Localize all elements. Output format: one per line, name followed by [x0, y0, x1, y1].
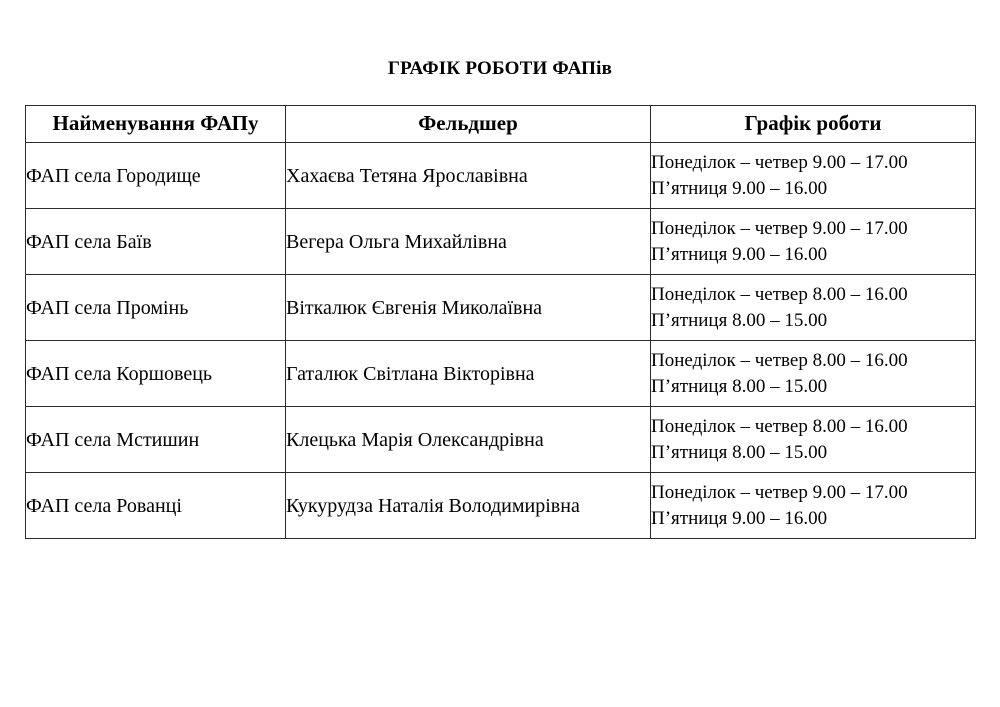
- schedule-weekdays: Понеділок – четвер 8.00 – 16.00: [651, 284, 908, 306]
- table-row: [26, 473, 976, 539]
- schedule-weekdays: Понеділок – четвер 9.00 – 17.00: [651, 152, 908, 174]
- cell-schedule: [651, 341, 976, 407]
- table-header-row: [26, 106, 976, 143]
- table-row: [26, 407, 976, 473]
- cell-medic-name: Віткалюк Євгенія Миколаївна: [286, 275, 651, 341]
- schedule-weekdays: Понеділок – четвер 9.00 – 17.00: [651, 482, 908, 504]
- schedule-weekdays: Понеділок – четвер 8.00 – 16.00: [651, 350, 908, 372]
- schedule-weekdays: Понеділок – четвер 9.00 – 17.00: [651, 218, 908, 240]
- cell-fap-name: ФАП села Городище: [26, 143, 286, 209]
- column-header-schedule: Графік роботи: [651, 106, 976, 143]
- cell-fap-name: ФАП села Баїв: [26, 209, 286, 275]
- cell-schedule: [651, 209, 976, 275]
- schedule-friday: П’ятниця 8.00 – 15.00: [651, 375, 828, 397]
- schedule-friday: П’ятниця 9.00 – 16.00: [651, 507, 828, 529]
- page-title: ГРАФІК РОБОТИ ФАПів: [387, 58, 613, 79]
- column-header-medic: Фельдшер: [286, 106, 651, 143]
- cell-fap-name: ФАП села Коршовець: [26, 341, 286, 407]
- table-row: [26, 275, 976, 341]
- schedule-weekdays: Понеділок – четвер 8.00 – 16.00: [651, 416, 908, 438]
- cell-fap-name: ФАП села Рованці: [26, 473, 286, 539]
- fap-schedule-table: [25, 105, 976, 539]
- column-header-name: Найменування ФАПу: [26, 106, 286, 143]
- cell-schedule: [651, 143, 976, 209]
- cell-schedule: [651, 407, 976, 473]
- cell-schedule: [651, 275, 976, 341]
- table-body: [26, 143, 976, 539]
- cell-medic-name: Вегера Ольга Михайлівна: [286, 209, 651, 275]
- table-row: [26, 143, 976, 209]
- table-header: [26, 106, 976, 143]
- cell-fap-name: ФАП села Мстишин: [26, 407, 286, 473]
- cell-medic-name: Хахаєва Тетяна Ярославівна: [286, 143, 651, 209]
- schedule-friday: П’ятниця 9.00 – 16.00: [651, 243, 828, 265]
- cell-medic-name: Гаталюк Світлана Вікторівна: [286, 341, 651, 407]
- cell-medic-name: Клецька Марія Олександрівна: [286, 407, 651, 473]
- cell-schedule: [651, 473, 976, 539]
- cell-medic-name: Кукурудза Наталія Володимирівна: [286, 473, 651, 539]
- table-row: [26, 341, 976, 407]
- cell-fap-name: ФАП села Промінь: [26, 275, 286, 341]
- schedule-friday: П’ятниця 9.00 – 16.00: [651, 177, 828, 199]
- table-row: [26, 209, 976, 275]
- schedule-friday: П’ятниця 8.00 – 15.00: [651, 441, 828, 463]
- schedule-friday: П’ятниця 8.00 – 15.00: [651, 309, 828, 331]
